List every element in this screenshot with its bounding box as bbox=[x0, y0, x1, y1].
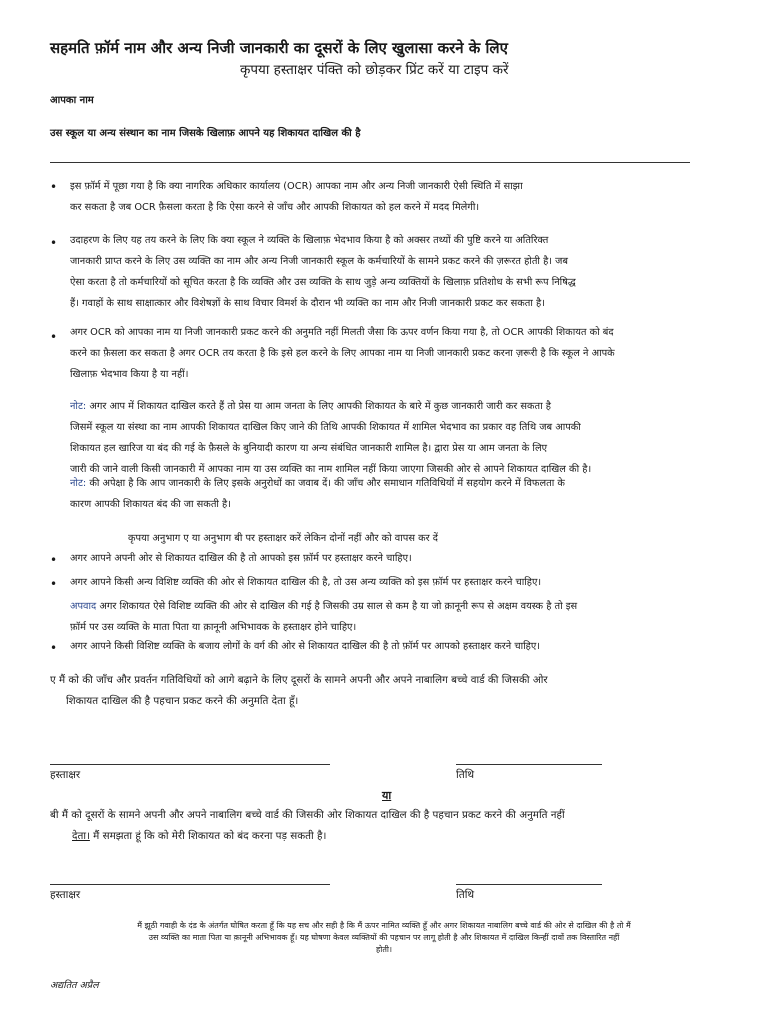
exception-minor: अपवाद अगर शिकायत ऐसे विशिष्ट व्यक्ति की ओर से दाखिल की गई है जिसकी उम्र साल से कम है या जो क़ानूनी रूप से अक्षम वयस्क है तो इस फ़ॉर्म पर उस व्यक्ति के माता पिता या क़ानूनी अभिभावक के हस्ताक्षर होने चाहिए। bbox=[70, 601, 578, 633]
sign-own-behalf: अगर आपने अपनी ओर से शिकायत दाखिल की है तो आपको इस फ़ॉर्म पर हस्ताक्षर करने चाहिए। bbox=[70, 553, 412, 564]
bullet-marker: • bbox=[50, 236, 58, 250]
sign-other-person: अगर आपने किसी अन्य विशिष्ट व्यक्ति की ओर से शिकायत दाखिल की है, तो उस अन्य व्यक्ति को इस फ़ॉर्म पर हस्ताक्षर करने चाहिए। bbox=[70, 577, 542, 588]
section-a-signature-label: हस्ताक्षर bbox=[50, 769, 81, 781]
signing-instruction: कृपया अनुभाग ए या अनुभाग बी पर हस्ताक्षर करें लेकिन दोनों नहीं और को वापस कर दें bbox=[128, 533, 438, 544]
paragraph-example: उदाहरण के लिए यह तय करने के लिए कि क्या स्कूल ने व्यक्ति के खिलाफ़ भेदभाव किया है को अक्सर तथ्यों की पुष्टि करने या अतिरिक्त जानकारी प्राप्त करने के लिए उस व्यक्ति का नाम और अन्य निजी जानकारी स्कूल के कर्मचारियों के सामने प्रकट करने की ज़रूरत होती है। जब ऐसा करता है तो कर्मचारियों को सूचित करता है कि व्यक्ति और उस व्यक्ति के साथ जुड़े अन्य व्यक्तियों के खिलाफ़ प्रतिशोध के सभी रूप निषिद्ध हैं। गवाहों के साथ साक्षात्कार और विशेषज्ञों के साथ विचार विमर्श के दौरान भी व्यक्ति का नाम और निजी जानकारी प्रकट कर सकता है। bbox=[70, 235, 576, 309]
school-label: उस स्कूल या अन्य संस्थान का नाम जिसके खिलाफ़ आपने यह शिकायत दाखिल की है bbox=[50, 128, 361, 139]
paragraph-ocr-purpose: इस फ़ॉर्म में पूछा गया है कि क्या नागरिक अधिकार कार्यालय (OCR) आपका नाम और अन्य निजी जानकारी ऐसी स्थिति में साझा कर सकता है जब OCR फ़ैसला करता है कि ऐसा करने से जाँच और आपकी शिकायत को हल करने में मदद मिलेगी। bbox=[70, 181, 523, 213]
form-subtitle: कृपया हस्ताक्षर पंक्ति को छोड़कर प्रिंट करें या टाइप करें bbox=[240, 62, 509, 78]
bullet-marker: • bbox=[50, 577, 58, 591]
section-a-date-line[interactable] bbox=[456, 764, 602, 765]
section-b-signature-label: हस्ताक्षर bbox=[50, 889, 81, 901]
bullet-marker: • bbox=[50, 180, 58, 194]
form-title: सहमति फ़ॉर्म नाम और अन्य निजी जानकारी का दूसरों के लिए खुलासा करने के लिए bbox=[50, 39, 508, 57]
paragraph-no-consent: अगर OCR को आपका नाम या निजी जानकारी प्रकट करने की अनुमति नहीं मिलती जैसा कि ऊपर वर्णन किया गया है, तो OCR आपकी शिकायत को बंद करने का फ़ैसला कर सकता है अगर OCR तय करता है कि इसे हल करने के लिए आपका नाम या निजी जानकारी प्रकट करना ज़रूरी है कि स्कूल ने आपके खिलाफ़ भेदभाव किया है या नहीं। bbox=[70, 327, 615, 380]
note-press-release: नोट: अगर आप में शिकायत दाखिल करते हैं तो प्रेस या आम जनता के लिए आपकी शिकायत के बारे में कुछ जानकारी जारी कर सकता है जिसमें स्कूल या संस्था का नाम आपकी शिकायत दाखिल किए जाने की तिथि आपकी शिकायत में शामिल भेदभाव का प्रकार वह तिथि जब आपकी शिकायत हल खारिज या बंद की गई के फ़ैसले के बुनियादी कारण या अन्य संबंधित जानकारी शामिल है। द्वारा प्रेस या आम जनता के लिए जारी की जाने वाली किसी जानकारी में आपका नाम या उस व्यक्ति का नाम शामिल नहीं किया जाएगा जिसकी ओर से आपने शिकायत दाखिल की है। bbox=[70, 401, 592, 475]
updated-date: अद्यतित अप्रैल bbox=[50, 980, 99, 991]
section-a-signature-line[interactable] bbox=[50, 764, 330, 765]
exception-label: अपवाद bbox=[70, 601, 97, 612]
or-divider: या bbox=[382, 789, 392, 802]
school-name-line[interactable] bbox=[50, 162, 690, 163]
bullet-marker: • bbox=[50, 641, 58, 655]
note-cooperation: नोट: की अपेक्षा है कि आप जानकारी के लिए इसके अनुरोधों का जवाब दें। की जाँच और समाधान गतिविधियों में सहयोग करने में विफलता के कारण आपकी शिकायत बंद की जा सकती है। bbox=[70, 478, 565, 510]
note-label: नोट: bbox=[70, 401, 87, 412]
sign-class-behalf: अगर आपने किसी विशिष्ट व्यक्ति के बजाय लोगों के वर्ग की ओर से शिकायत दाखिल की है तो फ़ॉर्म पर आपको हस्ताक्षर करने चाहिए। bbox=[70, 641, 540, 652]
bullet-marker: • bbox=[50, 330, 58, 344]
perjury-declaration: मैं झूठी गवाही के दंड के अंतर्गत घोषित करता हूँ कि यह सच और सही है कि मैं ऊपर नामित व्यक्ति हूँ और अगर शिकायत नाबालिग बच्चे वार्ड की ओर से दाखिल की है तो मैं उस व्यक्ति का माता पिता या क़ानूनी अभिभावक हूँ। यह घोषणा केवल व्यक्तियों की पहचान पर लागू होती है और शिकायत में दाखिल किन्हीं दावों तक विस्तारित नहीं होती। bbox=[137, 921, 631, 954]
name-label: आपका नाम bbox=[50, 95, 94, 106]
section-b-signature-line[interactable] bbox=[50, 884, 330, 885]
section-a-consent: ए मैं को की जाँच और प्रवर्तन गतिविधियों को आगे बढ़ाने के लिए दूसरों के सामने अपनी और अपने नाबालिग बच्चे वार्ड की जिसकी ओर शिकायत दाखिल की है पहचान प्रकट करने की अनुमति देता हूँ। bbox=[50, 674, 548, 707]
note-label: नोट: bbox=[70, 478, 87, 489]
section-b-refusal: बी मैं को दूसरों के सामने अपनी और अपने नाबालिग बच्चे वार्ड की जिसकी ओर शिकायत दाखिल की है पहचान प्रकट करने की अनुमति नहीं देता। मैं समझता हूं कि को मेरी शिकायत को बंद करना पड़ सकती है। bbox=[50, 809, 565, 842]
section-b-date-line[interactable] bbox=[456, 884, 602, 885]
section-b-date-label: तिथि bbox=[456, 889, 475, 901]
section-a-date-label: तिथि bbox=[456, 769, 475, 781]
bullet-marker: • bbox=[50, 553, 58, 567]
